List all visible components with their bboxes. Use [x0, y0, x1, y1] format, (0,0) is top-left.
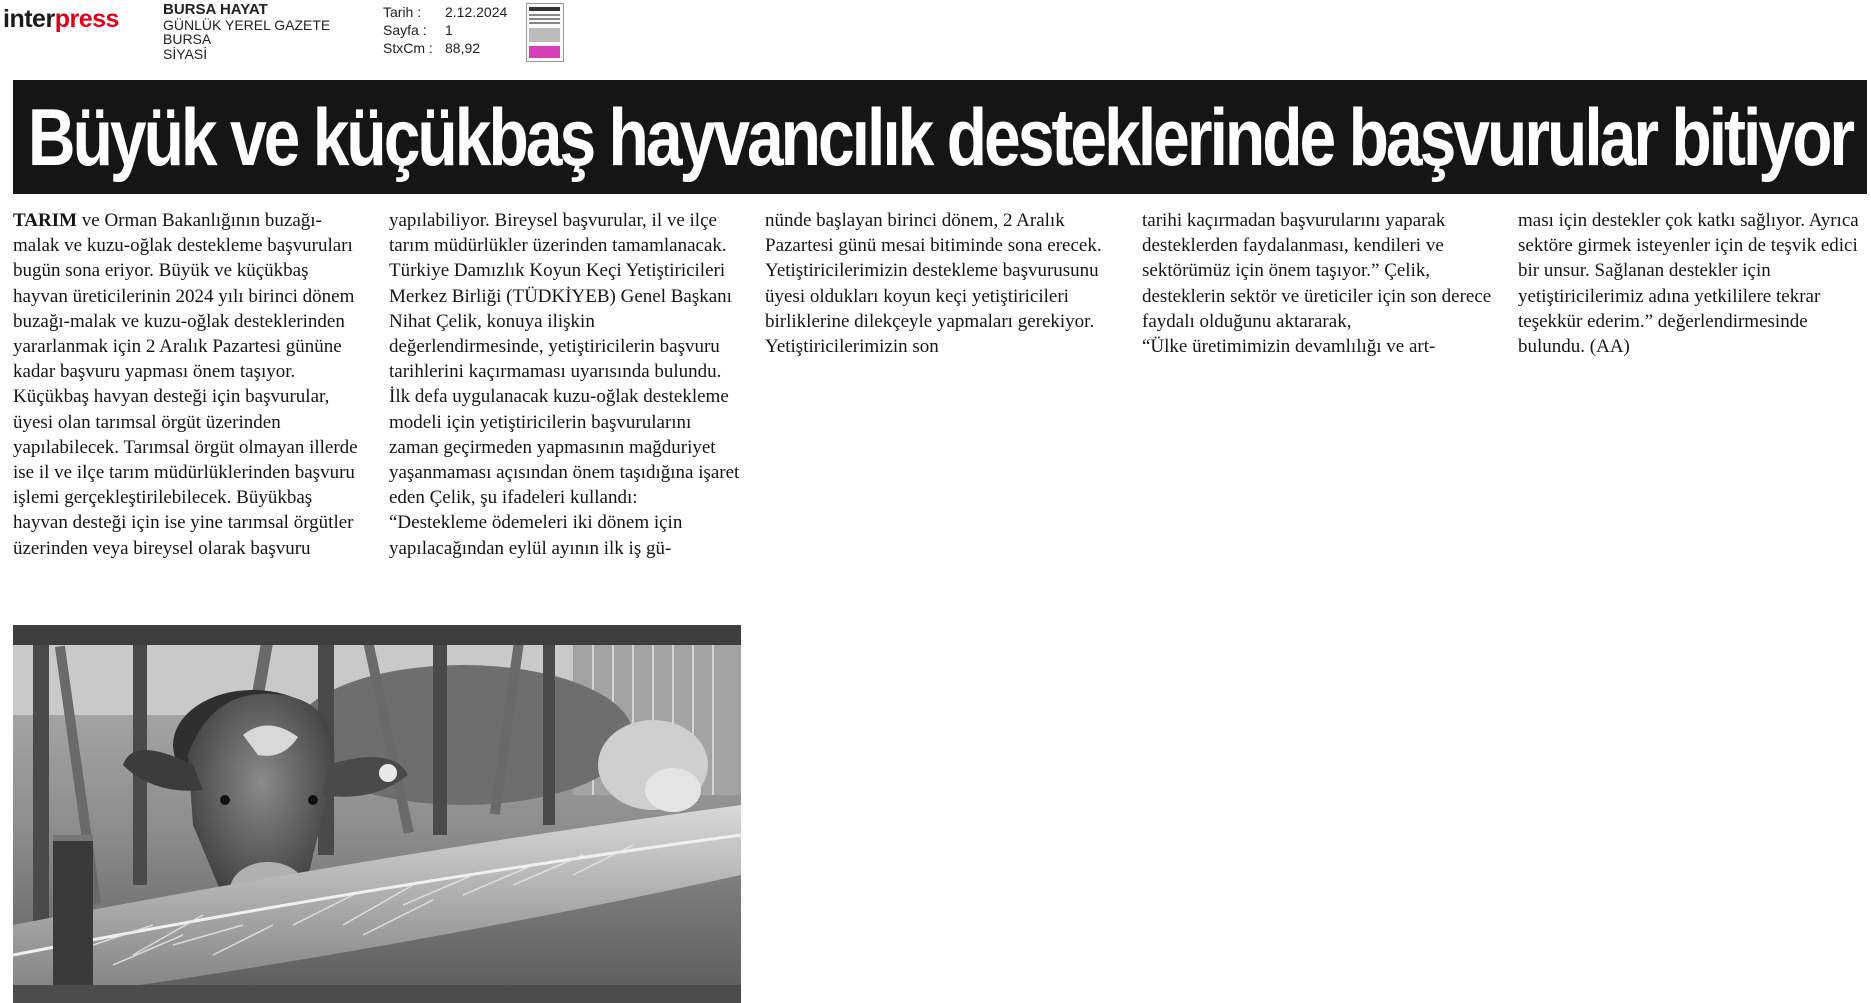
- column-2-text: yapılabiliyor. Bireysel başvurular, il ve ilçe tarım müdürlükler üzerinden tamamlanacak. Türkiye Damızlık Koyun Keçi Yetiştiricileri Merkez Birliği (TÜDKİYEB) Genel Başkanı Nihat Çelik, konuya ilişkin değerlendirmesinde, yetiştiricilerin başvuru tarihlerini kaçırmaması uyarısında bulundu. İlk defa uygulanacak kuzu-oğlak destekleme modeli için yetiştiricilerin başvurularını zaman geçirmeden yapmasının mağduriyet yaşanmaması açısından önem taşıdığına işaret eden Çelik, şu ifadeleri kullandı:: [389, 210, 740, 509]
- date-label: Tarih :: [383, 4, 422, 20]
- calves-photo: [13, 625, 741, 1003]
- publication-city: BURSA: [163, 31, 212, 47]
- publication-category: SİYASİ: [163, 45, 208, 62]
- date-value: 2.12.2024: [445, 4, 508, 20]
- article-column-2: [389, 208, 741, 561]
- stxcm-label: StxCm :: [383, 40, 433, 56]
- headline: Büyük ve küçükbaş hayvancılık desteklerinde başvurular bitiyor: [27, 91, 1853, 183]
- column-1-text: ve Orman Bakanlığının buzağı-malak ve kuzu-oğlak destekleme başvuruları bugün sona eriyor. Büyük ve küçükbaş hayvan üreticilerinin 2024 yılı birinci dönem buzağı-malak ve kuzu-oğlak desteklerinden yararlanmak için 2 Aralık Pazartesi gününe kadar başvuru yapması önem taşıyor. Küçükbaş havyan desteği için başvurular, üyesi olan tarımsal örgüt üzerinden yapılabilecek. Tarımsal örgüt olmayan illerde ise il ve ilçe tarım müdürlüklerinden başvuru işlemi gerçekleştirilebilecek. Büyükbaş hayvan desteği için ise yine tarımsal örgütler üzerinden veya bireysel olarak başvuru: [13, 210, 358, 559]
- logo-press: press: [54, 5, 119, 33]
- clipping-header: [0, 0, 1871, 66]
- article-column-5: [1518, 208, 1870, 359]
- publication-type: GÜNLÜK YEREL GAZETE: [163, 16, 331, 33]
- stxcm-value: 88,92: [445, 40, 481, 56]
- column-4-text: tarihi kaçırmadan başvurularını yaparak desteklerden faydalanması, kendileri ve sektörümüz için önem taşıyor.” Çelik, desteklerin sektör ve üreticiler için son derece faydalı olduğunu aktararak,: [1142, 210, 1492, 332]
- logo-inter: inter: [3, 5, 55, 33]
- clipping-meta: [383, 3, 507, 57]
- page-thumbnail: [526, 3, 564, 62]
- article-column-4: [1142, 208, 1497, 359]
- interpress-logo: [3, 5, 119, 33]
- publication-info: [163, 3, 330, 61]
- column-5-text: ması için destekler çok katkı sağlıyor. Ayrıca sektöre girmek isteyenler için de teşvik edici bir unsur. Sağlanan destekler için yetiştiricilerimiz adına yetkililere tekrar teşekkür ederim.” değerlendirmesinde bulundu. (AA): [1518, 210, 1859, 358]
- page-label: Sayfa :: [383, 22, 427, 38]
- article-column-3: [765, 208, 1120, 359]
- article-column-1: [13, 208, 365, 561]
- column-2-quote: “Destekleme ödemeleri iki dönem için yapılacağından eylül ayının ilk iş gü-: [389, 512, 683, 559]
- page-value: 1: [445, 22, 453, 38]
- column-3-text: nünde başlayan birinci dönem, 2 Aralık Pazartesi günü mesai bitiminde sona erecek. Yetiştiricilerimizin destekleme başvurusunu üyesi oldukları koyun keçi yetiştiricileri birliklerine dilekçeyle yapmaları gerekiyor. Yetiştiricilerimizin son: [765, 210, 1102, 358]
- column-4-quote: “Ülke üretimimizin devamlılığı ve art-: [1142, 336, 1436, 358]
- lead-word: TARIM: [13, 210, 78, 231]
- publication-name: BURSA HAYAT: [163, 1, 268, 18]
